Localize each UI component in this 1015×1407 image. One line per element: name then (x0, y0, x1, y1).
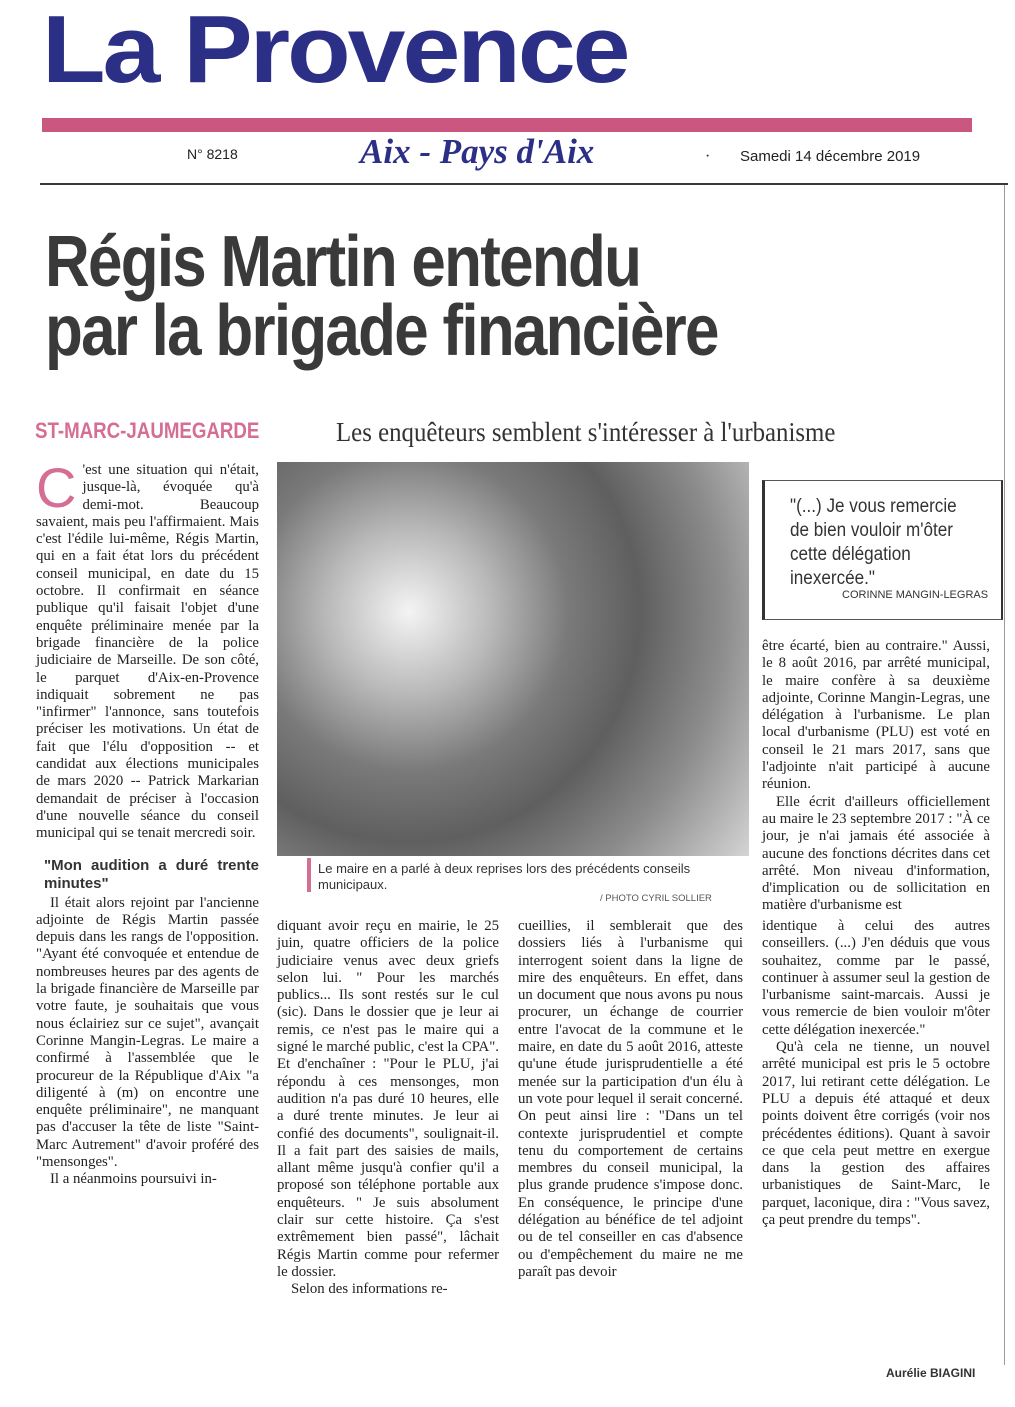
paragraph-text: 'est une situation qui n'était, jusque-là, évoquée qu'à demi-mot. Beaucoup savaient, mais peu l'affirmaient. Mais c'est l'édile lui-même, Régis Martin, qui en a fait état lors du précédent conseil municipal, en date du 15 octobre. Il confirmait en séance publique qu'il faisait l'objet d'une enquête préliminaire menée par la brigade financière de la police judiciaire de Marseille. De son côté, le parquet d'Aix-en-Provence indiquait sobrement ne pas "infirmer" l'annonce, sans toutefois préciser les motivations. Un état de fait que l'élu d'opposition -- et candidat aux élections municipales de mars 2020 -- Patrick Markarian demandait de préciser à l'occasion d'une nouvelle séance du conseil municipal qui se tenait mercredi soir. (36, 462, 259, 842)
masthead-underline (42, 118, 972, 132)
paragraph: diquant avoir reçu en mairie, le 25 juin, quatre officiers de la police judiciaire venus avec deux griefs selon lui. " Pour les marchés publics... Ils sont restés sur le cul (sic). Dans le dossier que je leur ai remis, ce n'est pas le maire qui a signé le marché public, c'est la CPA". Et d'enchaîner : "Pour le PLU, j'ai répondu à ces mensonges, mon audition n'a pas duré 10 heures, elle a duré trente minutes. Je leur ai confié des documents", soulignait-il. Il a fait part des saisies de mails, allant même jusqu'à confier qu'il a proposé son téléphone portable aux enquêteurs. " Je suis absolument clair sur cette histoire. Ça s'est extrêmement bien passé", lâchait Régis Martin comme pour refermer le dossier. (277, 918, 499, 1280)
headline-line-2: par la brigade financière (45, 291, 718, 371)
article-photo (277, 462, 749, 856)
headline-line-1: Régis Martin entendu (45, 222, 641, 302)
photo-credit: / PHOTO CYRIL SOLLIER (600, 893, 712, 904)
article-kicker: ST-MARC-JAUMEGARDE (35, 418, 260, 443)
issue-date: Samedi 14 décembre 2019 (740, 148, 921, 165)
paragraph: être écarté, bien au contraire." Aussi, le 8 août 2016, par arrêté municipal, le maire confère à sa deuxième adjointe, Corinne Mangin-Legras, une délégation à l'urbanisme. Le plan local d'urbanisme (PLU) est voté en conseil le 21 mars 2017, sans que l'adjointe n'ait participé à aucune réunion. (762, 638, 990, 793)
column-2 (277, 918, 499, 1299)
pull-quote-author: CORINNE MANGIN-LEGRAS (842, 589, 989, 601)
author-byline: Aurélie BIAGINI (886, 1366, 976, 1380)
article-subhead: Les enquêteurs semblent s'intéresser à l'urbanisme (336, 417, 836, 447)
article-headline (45, 222, 871, 371)
column-4-top (762, 638, 990, 915)
edition-separator: · (705, 148, 711, 165)
issue-number: N° 8218 (187, 146, 238, 162)
column-4 (762, 918, 990, 1229)
paragraph: Selon des informations re- (291, 1281, 448, 1298)
paragraph: Elle écrit d'ailleurs officiellement au maire le 23 septembre 2017 : "À ce jour, je n'ai jamais été associée à aucune des fonctions décrites dans cet arrêté. Mon niveau d'information, d'implication ou de sollicitation en matière d'urbanisme est (762, 793, 990, 914)
edition-name: Aix - Pays d'Aix (360, 132, 595, 171)
column-3 (518, 918, 743, 1281)
caption-marker (307, 858, 311, 892)
photo-caption: Le maire en a parlé à deux reprises lors des précédents conseils municipaux. (318, 861, 691, 892)
interhead: "Mon audition a duré trente minutes" (44, 856, 259, 892)
page-edge-rule (1004, 185, 1005, 1365)
paragraph: Il était alors rejoint par l'ancienne adjointe de Régis Martin passée depuis dans les rangs de l'opposition. "Ayant été convoquée et entendue de nombreuses heures par des agents de la brigade financière de Marseille par votre faute, je souhaitais que vous nous éclairiez sur ce sujet", avançait Corinne Mangin-Legras. Le maire a confirmé à l'assemblée que le procureur de la République d'Aix "a diligenté à (m) on encontre une enquête préliminaire", ne manquant pas d'accuser la tête de liste "Saint-Marc Autrement" d'avoir proféré des "mensonges". (36, 894, 259, 1170)
header-rule (40, 183, 1008, 185)
paragraph: identique à celui des autres conseillers. (...) J'en déduis que vous souhaitez, comme par le passé, continuer à assumer seul la gestion de l'urbanisme saint-marcais. Aussi je vous remercie de bien vouloir m'ôter cette délégation inexercée." (762, 918, 990, 1038)
column-1 (36, 456, 259, 1189)
paragraph: Il a néanmoins poursuivi in- (50, 1171, 217, 1188)
pull-quote: "(...) Je vous remercie de bien vouloir m'ôter cette délégation inexercée." (790, 496, 957, 589)
paragraph: Qu'à cela ne tienne, un nouvel arrêté municipal est pris le 5 octobre 2017, lui retirant cette délégation. Le PLU a depuis été attaqué et deux points doivent être corrigés (voir nos précédentes éditions). Quant à savoir ce que cela peut mettre en exergue dans la gestion des affaires urbanistiques de Saint-Marc, le parquet, laconique, dira : "Vous savez, ça peut prendre du temps". (762, 1039, 990, 1229)
dropcap: C (36, 456, 77, 519)
paragraph: cueillies, il semblerait que des dossiers liés à l'urbanisme qui interrogent soient dans la ligne de mire des enquêteurs. En effet, dans un document que nous avons pu nous procurer, un échange de courrier entre l'avocat de la commune et le maire, en date du 5 août 2016, atteste qu'une étude jurisprudentielle a été menée sur la participation d'un élu à un vote pour lequel il serait concerné. On peut ainsi lire : "Dans un tel contexte jurisprudentiel et compte tenu du comportement de certains membres du conseil municipal, la plus grande prudence s'impose donc. En conséquence, le principe d'une délégation au bénéfice de tel adjoint ou de tel conseiller en cas d'absence ou d'empêchement du maire ne me paraît pas devoir (518, 918, 743, 1280)
paragraph (36, 456, 259, 843)
newspaper-masthead: La Provence (42, 0, 628, 104)
